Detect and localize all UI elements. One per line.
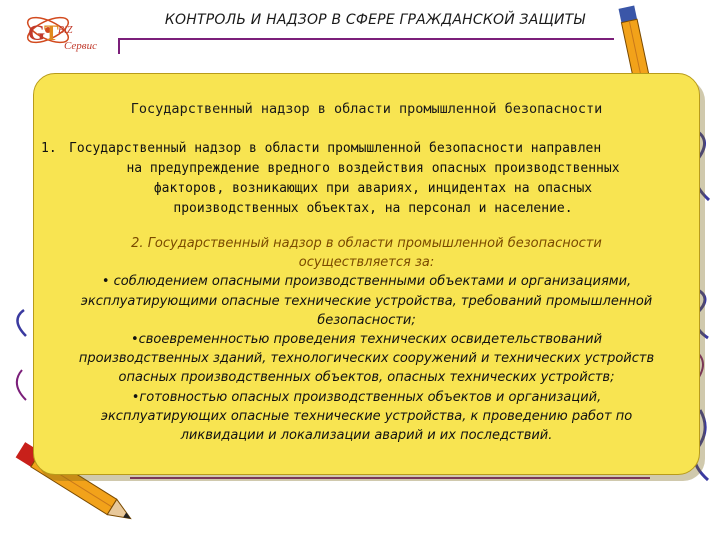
svg-text:G: G [28, 20, 46, 45]
svg-text:BiZ: BiZ [58, 25, 73, 36]
page-title: КОНТРОЛЬ И НАДЗОР В СФЕРЕ ГРАЖДАНСКОЙ ЗАЩИТЫ [164, 12, 586, 28]
card-title: Государственный надзор в области промышленной безопасности [130, 101, 603, 117]
scribble-decoration [4, 300, 34, 420]
paragraph-2-lead: 2. Государственный надзор в области промышленной безопасности [131, 236, 602, 251]
paragraph-2-line: • соблюдением опасными производственными объектами и организациями, [101, 274, 632, 290]
header-rule [120, 38, 614, 40]
paragraph-2-line: эксплуатирующих опасные технические устройства, к проведению работ по [100, 408, 633, 424]
company-logo [18, 6, 128, 62]
paragraph-1-first-line [41, 139, 691, 159]
paragraph-2 [34, 234, 699, 445]
paragraph-2-line: производственных зданий, технологических сооружений и технических устройств [78, 351, 655, 367]
footer-rule [130, 477, 650, 479]
paragraph-1-number: 1. [41, 141, 57, 156]
paragraph-2-line: •своевременностью проведения технических освидетельствований [130, 332, 603, 348]
paragraph-2-line: безопасности; [317, 312, 416, 328]
paragraph-1-text: Государственный надзор в области промышленной безопасности направлен [69, 141, 602, 156]
header-rule-tick [118, 38, 120, 54]
paragraph-2-line: ликвидации и локализации аварий и их последствий. [180, 428, 553, 444]
paragraph-2-lead: осуществляется за: [298, 255, 435, 271]
svg-text:T: T [44, 20, 59, 45]
svg-text:Сервис: Сервис [64, 40, 97, 52]
paragraph-1 [41, 139, 691, 219]
paragraph-1-line: на предупреждение вредного воздействия опасных производственных [126, 161, 620, 176]
paragraph-1-line: производственных объектах, на персонал и население. [173, 201, 573, 216]
paragraph-2-line: эксплуатирующими опасные технические устройства, требований промышленной [80, 293, 653, 309]
paragraph-2-line: •готовностью опасных производственных объектов и организаций, [131, 389, 602, 405]
paragraph-1-line: факторов, возникающих при авариях, инцидентах на опасных [153, 181, 593, 196]
content-card [33, 73, 700, 475]
paragraph-2-line: опасных производственных объектов, опасных технических устройств; [118, 370, 615, 386]
